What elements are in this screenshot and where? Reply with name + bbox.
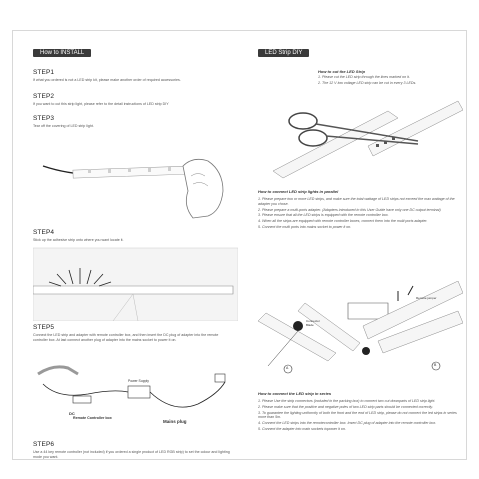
parallel-list: [258, 197, 463, 231]
step6-text: Use a 44 key remote controller (not included) if you ordered a single product of LED RGB strip) to set the colour and lighting mode you want.: [33, 450, 230, 459]
series-item: 1. Please Use the strip connectors (included in the packing box) to connect two cut downparts of LED strip light.: [258, 399, 436, 403]
wiring-illustration: [33, 354, 238, 434]
remote-jumper-label: Remote jumper: [416, 296, 437, 300]
series-item: 5. Connect the adapter into main sockets topower it on.: [258, 426, 346, 431]
series-item: 2. Please make sure that the positive and negative poles of two LED strip parts should be connected correctly.: [258, 404, 433, 409]
series-title: How to connect the LED strip in series: [258, 391, 332, 396]
parallel-item: 4. When all the strips are equipped with remote controller boxes, connect them into the multi ports adapter.: [258, 219, 428, 224]
step5-title: STEP5: [33, 324, 55, 331]
step2-title: STEP2: [33, 93, 55, 100]
stick-strip-illustration: [33, 246, 238, 321]
step5-text: Connect the LED strip and adapter with remote controller box, and then insert the DC plug of adapter into the remote controller box. At last connect another plug of adapter into the mains socket to power it on.: [33, 333, 219, 342]
diy-header: LED Strip DIY: [258, 49, 309, 57]
install-column: [33, 41, 233, 459]
diy-column: [258, 41, 458, 431]
label-b: B: [434, 363, 437, 367]
power-supply-label: Power Supply: [128, 379, 149, 383]
scissors-cut-illustration: [258, 86, 463, 181]
install-guide-page: [12, 30, 467, 460]
step6-title: STEP6: [33, 441, 55, 448]
cut-item: 2. The 12 V low voltage LED strip can be cut in every 3 LEDs.: [318, 80, 417, 85]
parallel-item: 2. Please prepare a multi-ports adapter. (Adapters introduced in this User Guide have only one DC output terminal): [258, 207, 441, 212]
peel-strip-illustration: [33, 136, 233, 226]
install-header: How to INSTALL: [33, 49, 91, 57]
remote-box-label: Remote Controller box: [73, 416, 112, 420]
mains-plug-label: Mains plug: [163, 419, 187, 424]
cut-list: [318, 75, 458, 87]
label-a: A: [286, 366, 289, 370]
step4-text: Stick up the adhesive strip onto where you want locate it.: [33, 238, 124, 242]
parallel-item: 1. Please prepare two or more LED strips, and make sure the total wattage of LED strips not exceed the max wattage of the adapter you chose.: [258, 197, 455, 206]
step1-text: If what you ordered is not a LED strip kit, please make another order of required accessories.: [33, 78, 181, 82]
parallel-item: 5. Connect the multi ports into mains socket to power it on.: [258, 224, 352, 229]
dc-label: DC: [69, 411, 75, 416]
cut-title: How to cut the LED Strip: [318, 69, 365, 74]
step3-text: Tear off the covering of LED strip light.: [33, 124, 94, 128]
connector-blade-label: Connector Blade: [306, 319, 320, 327]
series-item: 3. To guarantee the lighting uniformity of both the front and the end of LED strip, please do not connect the led strips in series more than 5m.: [258, 410, 457, 420]
step4-title: STEP4: [33, 229, 55, 236]
cut-item: 1. Please cut the LED strip through the lines marked on it.: [318, 75, 410, 79]
parallel-title: How to connect LED strip lights in parallel: [258, 189, 339, 194]
series-list: [258, 399, 463, 433]
step1-title: STEP1: [33, 69, 55, 76]
series-item: 4. Connect the LED strips into the remotecontroller box. Insert DC plug of adapter into the remote controller box.: [258, 421, 437, 426]
step3-title: STEP3: [33, 115, 55, 122]
step2-text: If you want to cut this strip light, please refer to the detail instructions of LED strip DIY: [33, 102, 169, 106]
parallel-item: 3. Please ensure that all the LED strips is equipped with the remote controller box.: [258, 213, 389, 218]
